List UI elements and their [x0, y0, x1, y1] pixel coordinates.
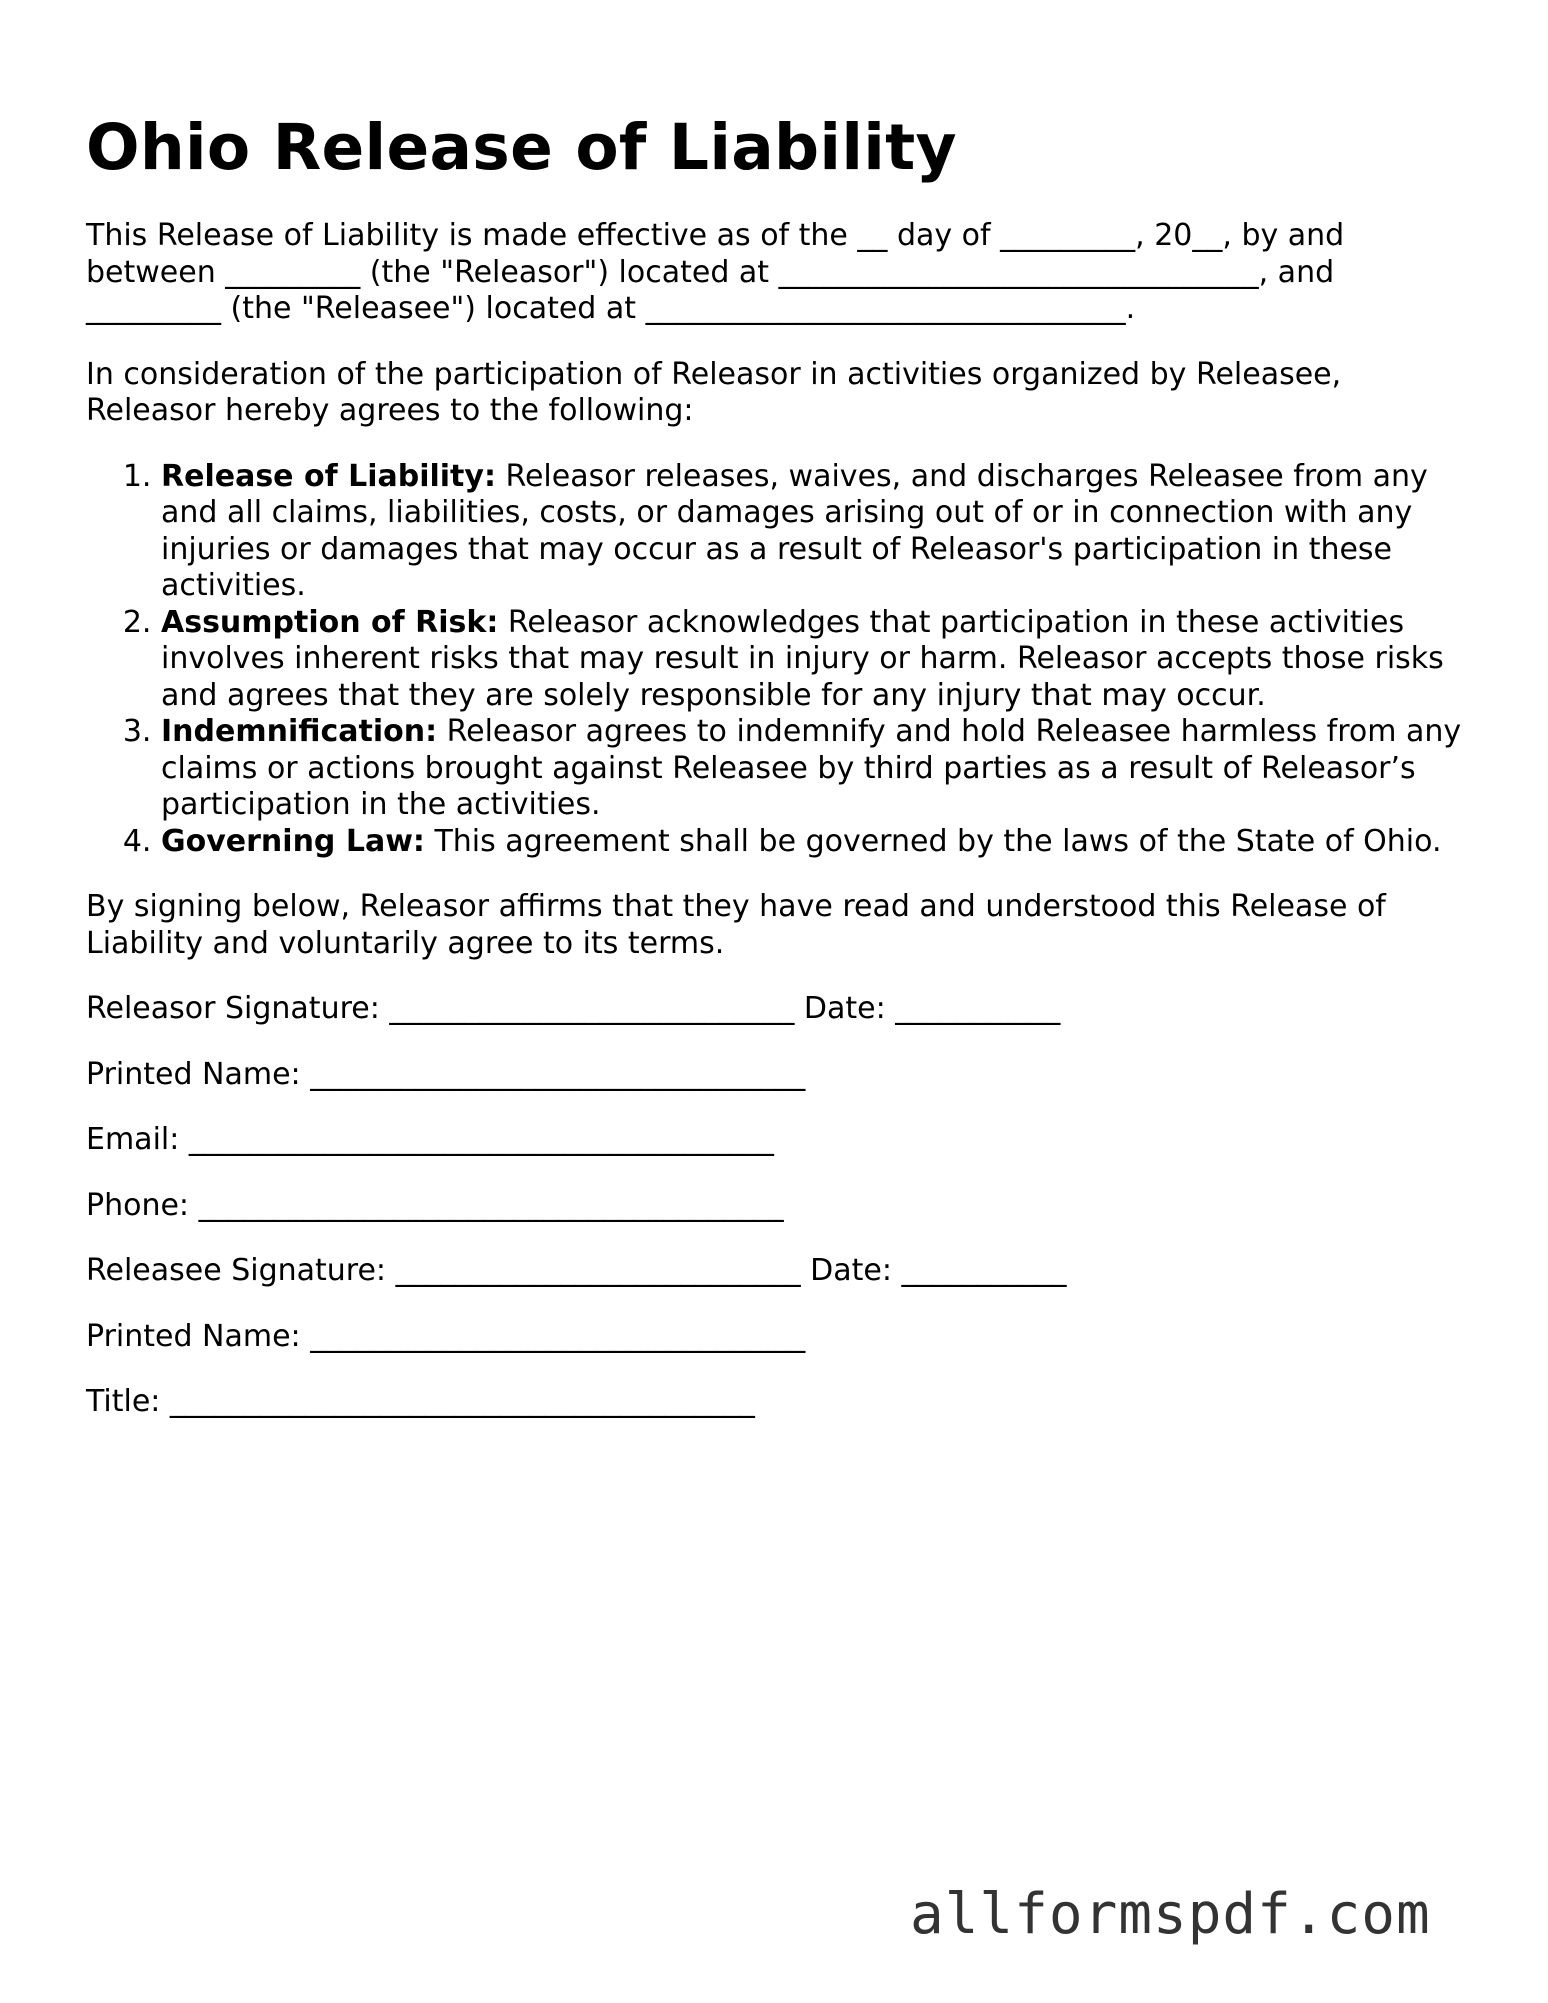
watermark-text: allformspdf.com [910, 1882, 1431, 1947]
clause-text: Releasor acknowledges that participation in these activities involves inherent risks that may result in injury or harm. Releasor accepts those risks and agrees that they are solely responsible for any injury that may occur. [161, 604, 1444, 713]
clause-item [161, 459, 1466, 605]
clause-item [161, 824, 1466, 861]
clause-list [86, 459, 1466, 861]
releasee-signature-line: Releasee Signature: ___________________________ Date: ___________ [86, 1253, 1067, 1288]
clause-item [161, 714, 1466, 824]
consideration-paragraph: In consideration of the participation of Releasor in activities organized by Releasee, Releasor hereby agrees to the following: [86, 356, 1342, 428]
releasor-printed-name-line: Printed Name: _________________________________ [86, 1056, 806, 1092]
intro-paragraph: This Release of Liability is made effective as of the __ day of _________, 20__, by and between _________ (the "Releasor") located at ________________________________, and _________ (the "Releasee") located at ________________________________. [86, 218, 1345, 326]
releasee-printed-name-line: Printed Name: _________________________________ [86, 1318, 806, 1354]
email-line: Email: _______________________________________ [86, 1122, 774, 1157]
phone-line: Phone: _______________________________________ [86, 1187, 784, 1223]
clause-text: Releasor releases, waives, and discharges Releasee from any and all claims, liabilities, costs, or damages arising out of or in connection with any injuries or damages that may occur as a result of Releasor's participation in these activities. [161, 458, 1428, 603]
clause-item [161, 605, 1466, 715]
clause-text: Releasor agrees to indemnify and hold Releasee harmless from any claims or actions brought against Releasee by third parties as a result of Releasor’s participation in the activities. [161, 714, 1462, 822]
clause-text: This agreement shall be governed by the laws of the State of Ohio. [424, 823, 1442, 859]
clause-heading: Release of Liability: [161, 458, 496, 494]
clause-heading: Indemnification: [161, 714, 438, 749]
document-page [86, 108, 1466, 1421]
clause-heading: Assumption of Risk: [161, 604, 499, 640]
releasor-signature-line: Releasor Signature: ___________________________ Date: ___________ [86, 991, 1061, 1026]
title-line: Title: _______________________________________ [86, 1384, 755, 1419]
affirmation-paragraph: By signing below, Releasor affirms that they have read and understood this Release of Liability and voluntarily agree to its terms. [86, 889, 1386, 961]
document-title: Ohio Release of Liability [86, 111, 957, 184]
clause-heading: Governing Law: [161, 823, 425, 859]
